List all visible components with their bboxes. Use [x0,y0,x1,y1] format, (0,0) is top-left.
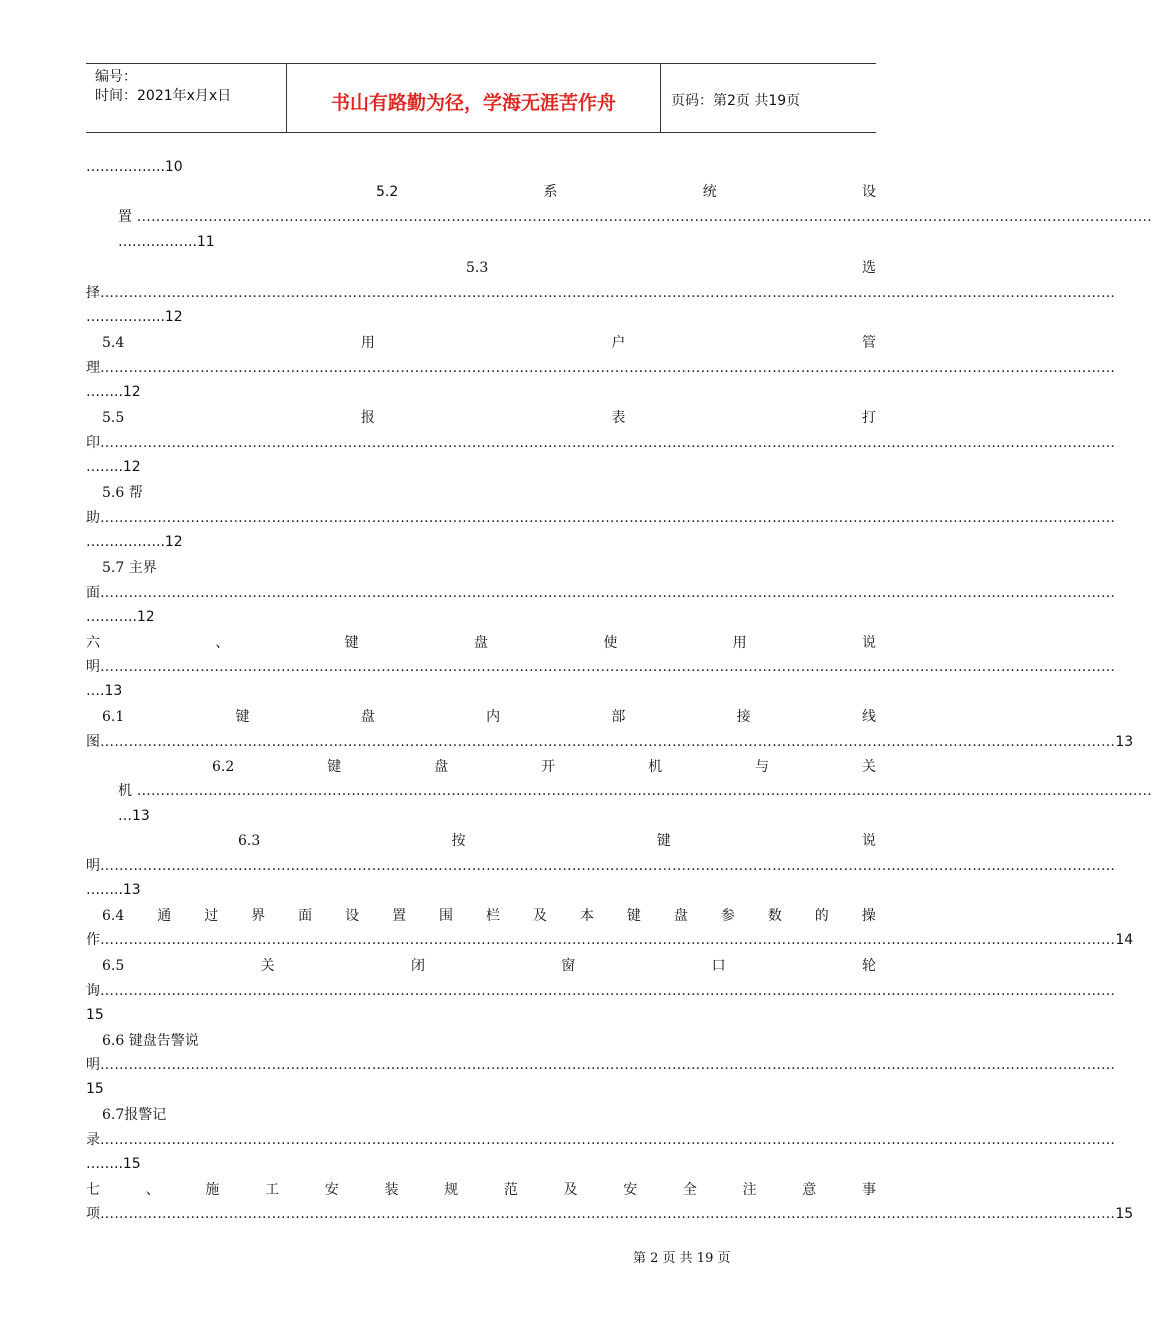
toc-entry-5-5[interactable] [102,407,876,429]
toc-word: 关 [260,958,275,974]
toc-label: 项 [86,1206,100,1222]
document-time-label: 时间：2021年x月x日 [95,88,232,104]
toc-tail-line: ……..12 [86,384,141,400]
toc-word: 事 [861,1182,876,1198]
toc-word: 轮 [861,958,876,974]
toc-entry-6-4[interactable] [102,905,876,927]
toc-word: 键 [327,759,342,775]
toc-word: 工 [265,1182,280,1198]
toc-word: 5.3 [466,260,489,276]
toc-leader-line [86,1203,1134,1225]
toc-word: 键 [656,833,671,849]
toc-word: 设 [861,184,876,200]
toc-word: 系 [543,184,558,200]
toc-leader-line [118,780,1152,802]
toc-leader-line [86,357,1116,379]
toc-word: 报 [360,410,375,426]
toc-word: 接 [736,709,751,725]
toc-word: 盘 [673,908,688,924]
toc-label: 明 [86,858,100,874]
toc-word: 闭 [410,958,425,974]
toc-word: 用 [360,335,375,351]
header-motto-cell [287,64,661,132]
toc-word: 口 [711,958,726,974]
toc-word: 管 [862,335,876,351]
leader-dots: …………………………………………………………………………………………………………………………………………………………………………………………… [132,783,1152,799]
header-meta-cell [86,64,287,132]
leader-dots: …………………………………………………………………………………………………………………………………………………………………………………………… [100,734,1116,750]
toc-word: 界 [251,908,266,924]
toc-entry-6-1[interactable] [102,706,876,728]
toc-leader-line [86,282,1116,304]
toc-entry-5-6[interactable]: 5.6 帮 [102,485,143,501]
toc-word: 窗 [561,958,576,974]
leader-dots: …………………………………………………………………………………………………………………………………………………………………………………………… [100,435,1116,451]
toc-word: 与 [755,759,770,775]
toc-leader-line [86,1129,1116,1151]
toc-word: 表 [611,410,626,426]
toc-word: 线 [861,709,876,725]
toc-word: 安 [324,1182,339,1198]
toc-tail-line: 15 [86,1007,104,1023]
toc-word: 6.3 [238,833,261,849]
leader-dots: …………………………………………………………………………………………………………………………………………………………………………………………… [100,983,1116,999]
toc-word: 围 [439,908,454,924]
toc-word: 置 [392,908,407,924]
toc-word: 及 [532,908,547,924]
toc-word: 户 [611,335,626,351]
toc-entry-6-2[interactable] [212,756,876,778]
toc-label: 作 [86,932,100,948]
toc-word: 数 [767,908,782,924]
toc-entry-5-3[interactable] [466,257,876,279]
toc-label: 助 [86,510,100,526]
page-info: 页码：第2页 共19页 [671,93,801,109]
toc-entry-5-7[interactable]: 5.7 主界 [102,560,157,576]
toc-word: 、 [215,635,230,651]
toc-word: 5.4 [102,335,125,351]
toc-page-number: 15 [1115,1206,1134,1222]
toc-entry-5-4[interactable] [102,332,876,354]
toc-word: 操 [861,908,876,924]
toc-word: 开 [541,759,556,775]
toc-tail-line: …13 [118,808,150,824]
toc-label: 机 [118,783,132,799]
leader-dots: …………………………………………………………………………………………………………………………………………………………………………………………… [100,585,1116,601]
toc-word: 键 [344,635,359,651]
toc-word: 盘 [473,635,488,651]
toc-word: 说 [861,833,876,849]
toc-word: 的 [814,908,829,924]
toc-word: 6.2 [212,759,235,775]
toc-label: 理 [86,360,100,376]
toc-leader-line [86,855,1116,877]
header-page-cell [661,64,876,132]
page-footer: 第 2 页 共 19 页 [633,1251,731,1266]
leader-dots: …………………………………………………………………………………………………………………………………………………………………………………………… [100,932,1116,948]
toc-label: 图 [86,734,100,750]
toc-word: 注 [742,1182,757,1198]
toc-tail-line: ……………..10 [86,159,183,175]
toc-label: 录 [86,1132,100,1148]
toc-leader-line [86,980,1116,1002]
toc-word: 机 [648,759,663,775]
toc-tail-line: ……..12 [86,459,141,475]
toc-label: 明 [86,659,100,675]
page-header [86,63,876,133]
toc-label: 明 [86,1057,100,1073]
toc-tail-line: ….13 [86,683,123,699]
toc-leader-line [86,1054,1116,1076]
toc-word: 键 [235,709,250,725]
toc-word: 意 [802,1182,817,1198]
toc-entry-7[interactable] [86,1179,876,1201]
toc-word: 装 [384,1182,399,1198]
toc-word: 范 [503,1182,518,1198]
toc-label: 择 [86,285,100,301]
toc-word: 盘 [360,709,375,725]
toc-word: 六 [86,635,100,651]
toc-tail-line: 15 [86,1081,104,1097]
toc-leader-line [118,206,1152,228]
toc-entry-6-6[interactable]: 6.6 键盘告警说 [102,1033,199,1049]
leader-dots: …………………………………………………………………………………………………………………………………………………………………………………………… [100,1206,1116,1222]
toc-word: 6.4 [102,908,125,924]
toc-page-number: 14 [1115,932,1134,948]
toc-leader-line [86,656,1116,678]
toc-word: 5.2 [376,184,399,200]
leader-dots: …………………………………………………………………………………………………………………………………………………………………………………………… [100,285,1116,301]
toc-leader-line [86,582,1116,604]
leader-dots: …………………………………………………………………………………………………………………………………………………………………………………………… [100,1057,1116,1073]
toc-word: 安 [623,1182,638,1198]
toc-tail-line: ……..13 [86,882,141,898]
toc-leader-line [86,432,1116,454]
toc-leader-line [86,731,1134,753]
toc-word: 用 [732,635,747,651]
toc-word: 部 [611,709,626,725]
toc-tail-line: ……………..12 [86,534,183,550]
toc-word: 选 [862,260,876,276]
toc-word: 参 [720,908,735,924]
toc-word: 打 [862,410,876,426]
toc-word: 全 [682,1182,697,1198]
toc-word: 盘 [434,759,449,775]
toc-tail-line: ………..12 [86,609,155,625]
toc-word: 使 [603,635,618,651]
leader-dots: …………………………………………………………………………………………………………………………………………………………………………………………… [100,510,1116,526]
toc-word: 本 [579,908,594,924]
toc-label: 询 [86,983,100,999]
toc-page-number: 13 [1115,734,1134,750]
toc-label: 面 [86,585,100,601]
toc-entry-6-5[interactable] [102,955,876,977]
toc-word: 、 [145,1182,160,1198]
toc-word: 5.5 [102,410,125,426]
toc-word: 按 [451,833,466,849]
toc-word: 栏 [486,908,501,924]
toc-word: 及 [563,1182,578,1198]
toc-word: 设 [345,908,360,924]
toc-entry-5-2[interactable] [376,181,876,203]
toc-tail-line: ……………..11 [118,234,215,250]
toc-word: 内 [486,709,501,725]
toc-label: 印 [86,435,100,451]
toc-leader-line [86,507,1116,529]
toc-entry-6-3[interactable] [238,830,876,852]
leader-dots: …………………………………………………………………………………………………………………………………………………………………………………………… [100,858,1116,874]
toc-word: 通 [157,908,172,924]
toc-word: 6.1 [102,709,125,725]
toc-word: 关 [861,759,876,775]
document-number-label: 编号： [95,69,137,85]
toc-word: 施 [205,1182,220,1198]
toc-word: 键 [626,908,641,924]
toc-word: 统 [702,184,717,200]
toc-word: 过 [204,908,219,924]
toc-word: 说 [861,635,876,651]
motto-text: 书山有路勤为径，学海无涯苦作舟 [330,92,616,114]
leader-dots: …………………………………………………………………………………………………………………………………………………………………………………………… [100,1132,1116,1148]
toc-word: 七 [86,1182,100,1198]
toc-label: 置 [118,209,132,225]
toc-word: 面 [298,908,313,924]
toc-tail-line: ……..15 [86,1156,141,1172]
toc-word: 规 [444,1182,459,1198]
toc-tail-line: ……………..12 [86,309,183,325]
leader-dots: …………………………………………………………………………………………………………………………………………………………………………………………… [132,209,1152,225]
leader-dots: …………………………………………………………………………………………………………………………………………………………………………………………… [100,659,1116,675]
toc-entry-6[interactable] [86,632,876,654]
toc-word: 6.5 [102,958,125,974]
toc-leader-line [86,929,1134,951]
leader-dots: …………………………………………………………………………………………………………………………………………………………………………………………… [100,360,1116,376]
toc-entry-6-7[interactable]: 6.7报警记 [102,1107,167,1123]
